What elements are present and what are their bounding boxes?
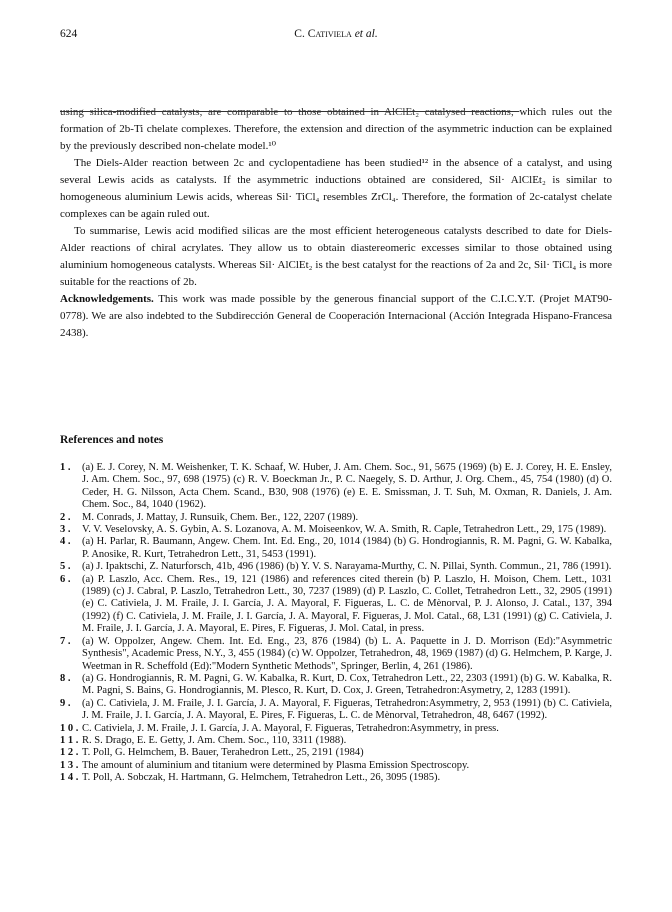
reference-text: (a) W. Oppolzer, Angew. Chem. Int. Ed. Eng., 23, 876 (1984) (b) L. A. Paquette in J. D. Morrison (Ed):"Asymmetric Synthesis", Academic Press, N.Y., 3, 455 (1984) (c) W. Oppolzer, Tetrahedron, 48, 1969 (1987) (d) G. Helmchem, P. Karge, J. Weetman in R. Scheffold (Ed):"Modern Synthetic Methods", Springer, Berlin, 4, 261 (1986).	[82, 635, 612, 672]
page-header	[60, 28, 612, 44]
paragraph-summary: To summarise, Lewis acid modified silicas are the most efficient heterogeneous catalysts described to date for Diels-Alder reactions of chiral acrylates. They allow us to obtain diastereomeric excesses similar to those obtained using aluminium homogeneous catalysts. Whereas Sil· AlClEt₂ is the best catalyst for the reactions of 2a and 2c, Sil· TiCl₄ is more suitable for the reactions of 2b.	[60, 225, 612, 288]
reference-text: T. Poll, A. Sobczak, H. Hartmann, G. Helmchem, Tetrahedron Lett., 26, 3095 (1985).	[82, 772, 441, 784]
reference-item	[60, 536, 612, 561]
reference-text: M. Conrads, J. Mattay, J. Runsuik, Chem. Ber., 122, 2207 (1989).	[82, 511, 359, 523]
reference-text: R. S. Drago, E. E. Getty, J. Am. Chem. Soc., 110, 3311 (1988).	[82, 734, 347, 746]
reference-number: 8 .	[60, 672, 71, 684]
reference-text: (a) H. Parlar, R. Baumann, Angew. Chem. Int. Ed. Eng., 20, 1014 (1984) (b) G. Hondrogiannis, R. M. Pagni, G. W. Kabalka, P. Anosike, R. Kurt, Tetrahedron Lett., 31, 5453 (1991).	[82, 536, 612, 560]
reference-number: 7 .	[60, 635, 71, 647]
reference-number: 6 .	[60, 573, 71, 585]
running-head-author: C. Cativiela	[294, 28, 352, 40]
reference-item	[60, 512, 612, 524]
reference-number: 4 .	[60, 536, 71, 548]
paragraph-continued-rest: which rules out the formation of 2b-Ti chelate complexes. Therefore, the extension and direction of the asymmetric induction can be explained by the previously described non-chelate model.¹⁰	[60, 106, 612, 152]
reference-number: 3 .	[60, 524, 71, 536]
reference-item	[60, 772, 612, 784]
reference-number: 1 2 .	[60, 747, 79, 759]
paragraph-diels-alder: The Diels-Alder reaction between 2c and cyclopentadiene has been studied¹² in the absence of a catalyst, and using several Lewis acids as catalysts. If the asymmetric inductions obtained are considered, Sil· AlClEt₂ is similar to homogeneous aluminium Lewis acids, whereas Sil· TiCl₄ resembles ZrCl₄. Therefore, the formation of 2c-catalyst chelate complexes can be again ruled out.	[60, 157, 612, 220]
reference-number: 5 .	[60, 561, 71, 573]
reference-item	[60, 760, 612, 772]
reference-item	[60, 735, 612, 747]
reference-item	[60, 747, 612, 759]
body-text	[60, 104, 612, 342]
acknowledgements	[60, 291, 612, 342]
reference-number: 1 .	[60, 462, 71, 473]
reference-text: (a) C. Cativiela, J. M. Fraile, J. I. García, J. A. Mayoral, F. Figueras, Tetrahedron:Asymmetry, 2, 953 (1991) (b) C. Cativiela, J. M. Fraile, J. I. García, J. A. Mayoral, E. Pires, F. Figueras, L. C. de Mènorval, Tetrahedron, 48, 6467 (1992).	[82, 697, 612, 722]
reference-text: (a) J. Ipaktschi, Z. Naturforsch, 41b, 496 (1986) (b) Y. V. S. Narayama-Murthy, C. N. Pillai, Synth. Commun., 21, 786 (1991).	[82, 561, 612, 573]
reference-number: 9 .	[60, 697, 71, 709]
page-number: 624	[60, 28, 78, 40]
reference-text: The amount of aluminium and titanium were determined by Plasma Emission Spectroscopy.	[82, 759, 470, 771]
reference-text: V. V. Veselovsky, A. S. Gybin, A. S. Lozanova, A. M. Moiseenkov, W. A. Smith, R. Caple, Tetrahedron Lett., 29, 175 (1989).	[82, 524, 607, 536]
acknowledgements-text: This work was made possible by the generous financial support of the C.I.C.Y.T. (Projet MAT90-0778). We are also indebted to the Subdirección General de Cooperación Internacional (Acción Integrada Hispano-Francesa 2438).	[60, 293, 612, 339]
reference-item	[60, 462, 612, 512]
reference-item	[60, 524, 612, 536]
reference-number: 1 3 .	[60, 759, 79, 771]
running-head	[60, 28, 612, 40]
reference-item	[60, 698, 612, 723]
reference-text: C. Cativiela, J. M. Fraile, J. I. García, J. A. Mayoral, F. Figueras, Tetrahedron:Asymmetry, in press.	[82, 722, 499, 734]
acknowledgements-label: Acknowledgements.	[60, 293, 154, 305]
reference-item	[60, 673, 612, 698]
reference-text: T. Poll, G. Helmchem, B. Bauer, Terahedron Lett., 25, 2191 (1984)	[82, 747, 364, 759]
reference-text: (a) P. Laszlo, Acc. Chem. Res., 19, 121 (1986) and references cited therein (b) P. Laszlo, H. Moison, Chem. Lett., 1031 (1989) (c) J. Cabral, P. Laszlo, Tetrahedron Lett., 30, 7237 (1989) (d) P. Laszlo, C. Collet, Tetrahedron Lett., 32, 2905 (1991) (e) C. Cativiela, J. M. Fraile, J. I. García, J. A. Mayoral, F. Figueras, L. C. de Mènorval, P. J. Alonso, J. Catal., 137, 394 (1992) (f) C. Cativiela, J. M. Fraile, J. I. García, J. A. Mayoral, F. Figueras, J. Mol. Catal., 68, L31 (1991) (g) C. Cativiela, J. M. Fraile, J. I. García, J. A. Mayoral, E. Pires, F. Figueras, J. Mol. Catal, in press.	[82, 573, 612, 635]
reference-number: 1 4 .	[60, 772, 79, 784]
reference-text: (a) E. J. Corey, N. M. Weishenker, T. K. Schaaf, W. Huber, J. Am. Chem. Soc., 91, 5675 (1969) (b) E. J. Corey, H. E. Ensley, J. Am. Chem. Soc., 97, 698 (1975) (c) R. V. Boeckman Jr., P. C. Naegely, S. D. Arthur, J. Org. Chem., 45, 754 (1980) (d) O. Ceder, H. G. Nilsson, Acta Chem. Scand., B30, 908 (1976) (e) E. E. Smissman, J. T. Suh, M. Oxman, R. Daniels, J. Am. Chem. Soc., 84, 1040 (1962).	[82, 462, 612, 511]
references-heading: References and notes	[60, 434, 164, 446]
reference-item	[60, 723, 612, 735]
reference-item	[60, 636, 612, 673]
reference-text: (a) G. Hondrogiannis, R. M. Pagni, G. W. Kabalka, R. Kurt, D. Cox, Tetrahedron Lett., 22, 2303 (1991) (b) G. W. Kabalka, R. M. Pagni, S. Bains, G. Hondrogiannis, M. Plesco, R. Kurt, D. Cox, J. Green, Tetrahedron:Asymetry, 2, 1283 (1991).	[82, 672, 612, 697]
references-list	[60, 462, 612, 785]
paragraph-continued	[60, 104, 612, 155]
reference-number: 1 0 .	[60, 722, 79, 734]
struck-line: using silica-modified catalysts, are comparable to those obtained in AlClEt₂ catalysed reactions,	[60, 106, 520, 118]
reference-number: 1 1 .	[60, 734, 79, 746]
reference-number: 2 .	[60, 511, 71, 523]
reference-item	[60, 574, 612, 636]
running-head-etal: et al.	[351, 28, 378, 40]
reference-item	[60, 561, 612, 573]
